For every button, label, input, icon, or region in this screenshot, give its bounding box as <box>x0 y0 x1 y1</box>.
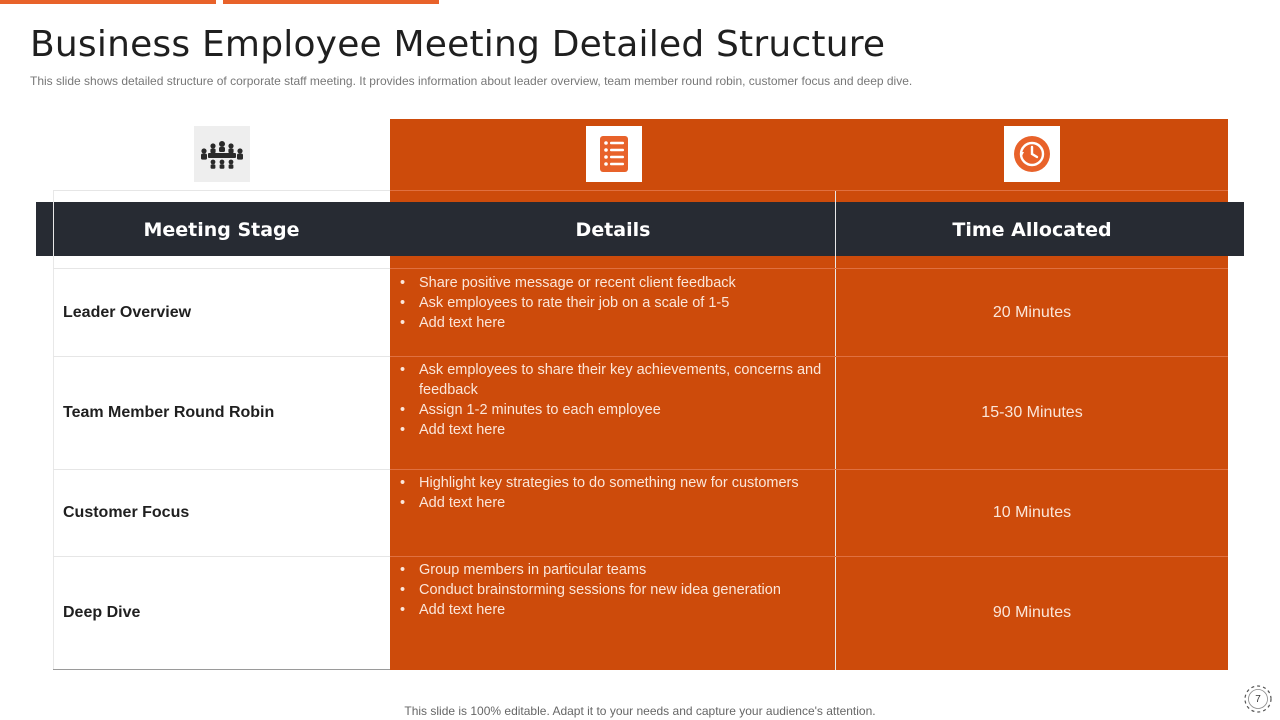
clock-icon-box <box>1004 126 1060 182</box>
details-list <box>400 560 832 620</box>
grid-top-left <box>53 190 390 191</box>
slide-title: Business Employee Meeting Detailed Structure <box>30 24 886 65</box>
details-item: • Group members in particular teams <box>400 560 832 580</box>
checklist-icon <box>599 135 629 173</box>
accent-bar-left <box>0 0 216 4</box>
details-list <box>400 273 832 333</box>
stage-cell: Leader Overview <box>63 303 192 321</box>
stage-cell: Deep Dive <box>63 604 141 621</box>
details-item: • Ask employees to share their key achievements, concerns and feedback <box>400 360 832 400</box>
header-meeting-stage: Meeting Stage <box>143 219 300 241</box>
details-item: • Conduct brainstorming sessions for new idea generation <box>400 580 832 600</box>
time-cell: 15-30 Minutes <box>981 404 1083 421</box>
slide-subtitle: This slide shows detailed structure of corporate staff meeting. It provides information about leader overview, team member round robin, customer focus and deep dive. <box>30 74 913 88</box>
details-item: • Add text here <box>400 600 832 620</box>
grid-bottom <box>53 669 390 670</box>
details-list <box>400 473 832 513</box>
meeting-icon <box>200 139 244 169</box>
footer-note: This slide is 100% editable. Adapt it to your needs and capture your audience's attention. <box>404 704 876 718</box>
details-item: • Ask employees to rate their job on a scale of 1-5 <box>400 293 832 313</box>
time-cell: 10 Minutes <box>992 504 1072 521</box>
accent-bar-right <box>223 0 439 4</box>
details-item: • Add text here <box>400 420 832 440</box>
details-list <box>400 360 832 440</box>
page-number-badge <box>1241 682 1275 716</box>
checklist-icon-box <box>586 126 642 182</box>
left-border <box>53 190 54 670</box>
grid-top-right <box>390 190 1228 191</box>
details-item: • Assign 1-2 minutes to each employee <box>400 400 832 420</box>
time-cell: 20 Minutes <box>992 303 1072 321</box>
details-item: • Add text here <box>400 493 832 513</box>
time-cell: 90 Minutes <box>992 604 1072 621</box>
details-item: • Add text here <box>400 313 832 333</box>
details-item: • Share positive message or recent client feedback <box>400 273 832 293</box>
clock-icon <box>1013 135 1051 173</box>
page-number: 7 <box>1255 694 1261 705</box>
header-time-allocated: Time Allocated <box>952 219 1112 241</box>
details-item: • Highlight key strategies to do something new for customers <box>400 473 832 493</box>
stage-cell: Team Member Round Robin <box>63 404 275 421</box>
header-details: Details <box>575 219 651 241</box>
stage-cell: Customer Focus <box>63 504 190 521</box>
meeting-icon-box <box>194 126 250 182</box>
